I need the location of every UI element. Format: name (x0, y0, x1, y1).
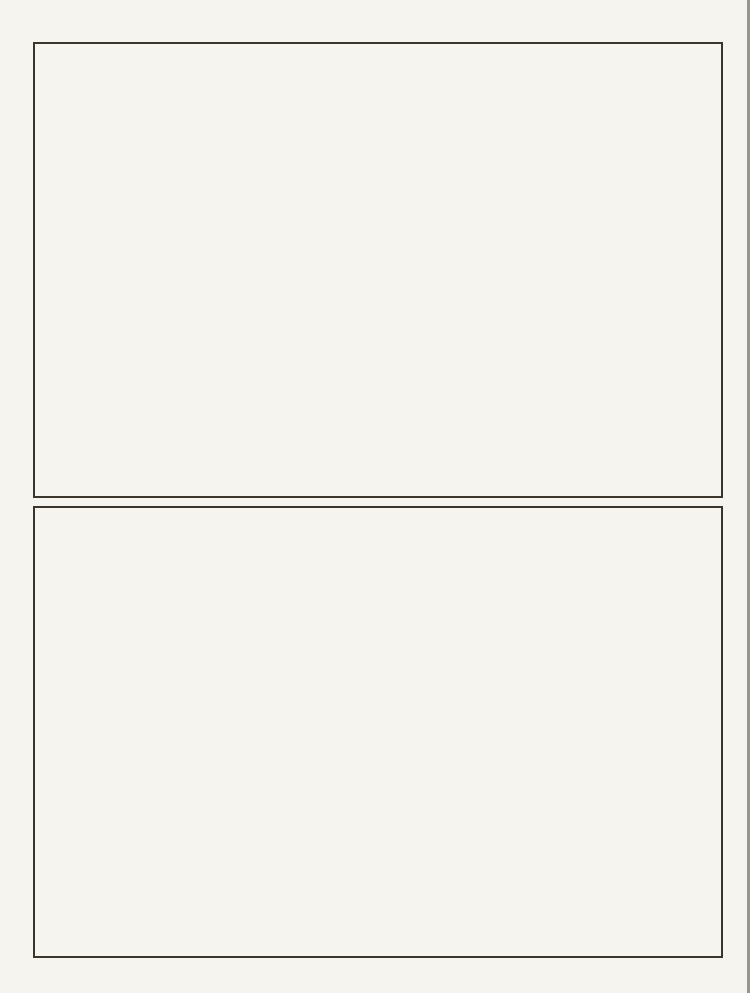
roster-table-bottom (33, 506, 723, 958)
roster-table-top (33, 42, 723, 498)
